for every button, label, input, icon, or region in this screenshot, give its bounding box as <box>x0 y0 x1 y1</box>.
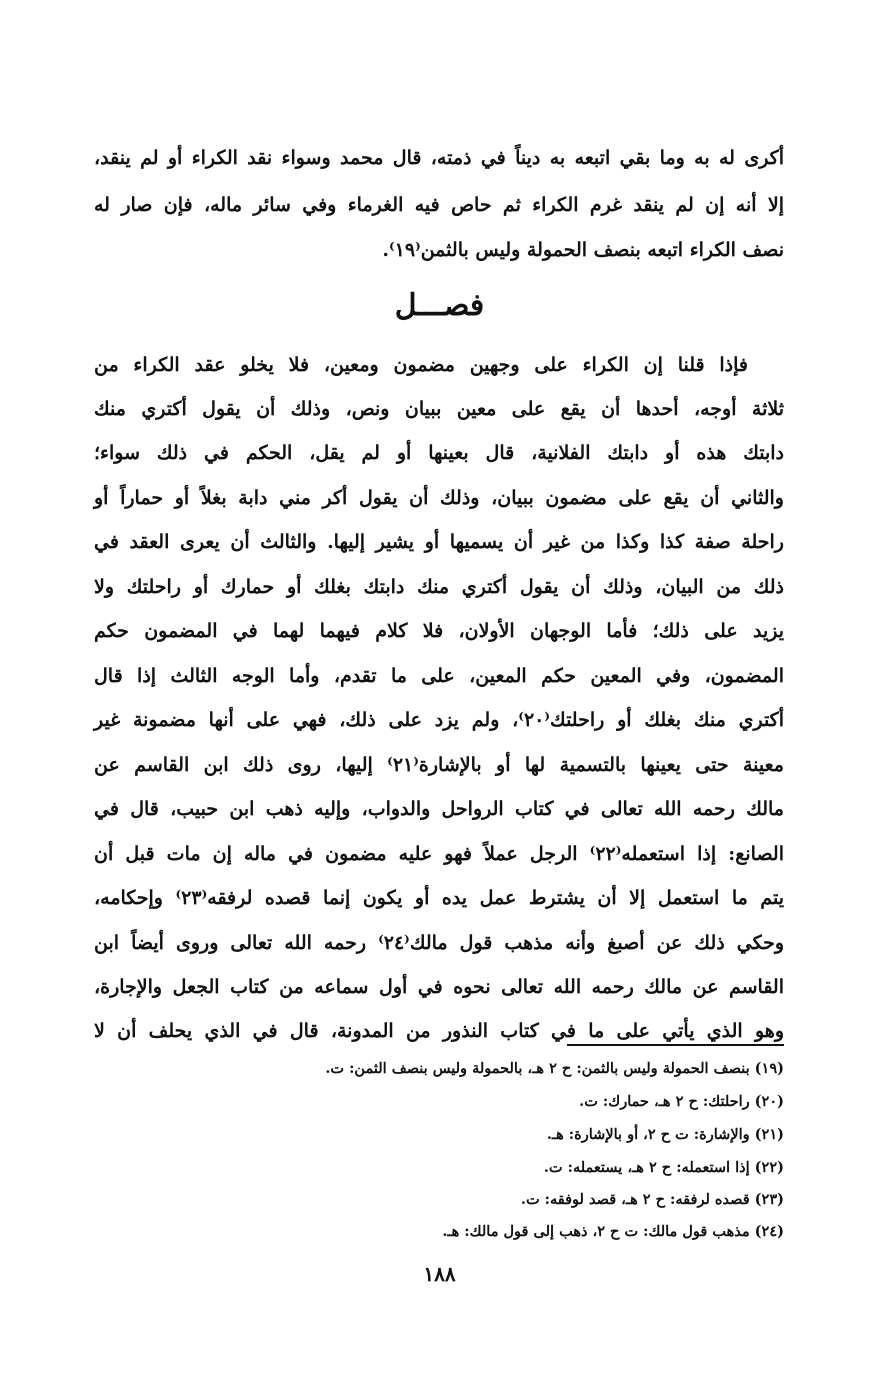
text-line: يزيد على ذلك؛ فأما الوجهان الأولان، فلا كلام فيهما لهما في المضمون حكم <box>94 620 784 642</box>
page-number: ١٨٨ <box>423 1262 456 1286</box>
text-line: أكرى له به وما بقي اتبعه به ديناً في ذمته، قال محمد وسواء نقد الكراء أو لم ينقد، <box>94 147 784 169</box>
text-line: والثاني أن يقع على مضمون ببيان، وذلك أن يقول أكر مني دابة بغلاً أو حماراً أو <box>94 487 784 509</box>
text-line: وحكي ذلك عن أصبغ وأنه مذهب قول مالك⁽٢٤⁾ رحمه الله تعالى وروى أيضاً ابن <box>94 932 784 954</box>
text-line: راحلة صفة كذا وكذا من غير أن يسميها أو يشير إليها. والثالث أن يعرى العقد في <box>94 531 784 553</box>
text-line: ذلك من البيان، وذلك أن يقول أكتري منك دابتك بغلك أو حمارك أو راحلتك ولا <box>94 576 784 598</box>
section-heading: فصـــل <box>394 288 485 323</box>
text-line: ثلاثة أوجه، أحدها أن يقع على معين ببيان ونص، وذلك أن يقول أكتري منك <box>94 398 784 420</box>
footnote: (٢١) والإشارة: ت ح ٢، أو بالإشارة: هـ. <box>546 1126 784 1143</box>
footnote-separator <box>567 1044 784 1046</box>
text-line: دابتك هذه أو دابتك الفلانية، قال بعينها أو لم يقل، الحكم في ذلك سواء؛ <box>94 442 784 464</box>
text-line: يتم ما استعمل إلا أن يشترط عمل يده أو يكون إنما قصده لرفقه⁽٢٣⁾ وإحكامه، <box>94 887 784 909</box>
text-line: القاسم عن مالك رحمه الله تعالى نحوه في أول سماعه من كتاب الجعل والإجارة، <box>94 976 784 998</box>
text-line: نصف الكراء اتبعه بنصف الحمولة وليس بالثمن⁽١٩⁾. <box>382 239 784 261</box>
footnote: (٢٠) راحلتك: ح ٢ هـ، حمارك: ت. <box>579 1093 784 1110</box>
text-line: معينة حتى يعينها بالتسمية لها أو بالإشارة⁽٢١⁾ إليها، روى ذلك ابن القاسم عن <box>94 754 784 776</box>
text-line: المضمون، وفي المعين حكم المعين، على ما تقدم، وأما الوجه الثالث إذا قال <box>94 665 784 687</box>
text-line: مالك رحمه الله تعالى في كتاب الرواحل والدواب، وإليه ذهب ابن حبيب، قال في <box>94 798 784 820</box>
footnote: (١٩) بنصف الحمولة وليس بالثمن: ح ٢ هـ، بالحمولة وليس بنصف الثمن: ت. <box>325 1060 784 1077</box>
text-line: الصانع: إذا استعمله⁽٢٢⁾ الرجل عملاً فهو عليه مضمون في ماله إن مات قبل أن <box>94 843 784 865</box>
text-line: إلا أنه إن لم ينقد غرم الكراء ثم حاص فيه الغرماء وفي سائر ماله، فإن صار له <box>94 194 784 216</box>
footnote: (٢٤) مذهب قول مالك: ت ح ٢، ذهب إلى قول مالك: هـ. <box>442 1223 784 1240</box>
text-line: أكتري منك بغلك أو راحلتك⁽٢٠⁾، ولم يزد على ذلك، فهي على أنها مضمونة غير <box>94 709 785 731</box>
footnote: (٢٣) قصده لرفقه: ح ٢ هـ، قصد لوفقه: ت. <box>520 1191 784 1208</box>
text-line: وهو الذي يأتي على ما في كتاب النذور من المدونة، قال في الذي يحلف أن لا <box>94 1020 784 1042</box>
footnote: (٢٢) إذا استعمله: ح ٢ هـ، يستعمله: ت. <box>543 1159 784 1176</box>
text-line: فإذا قلنا إن الكراء على وجهين مضمون ومعين، فلا يخلو عقد الكراء من <box>94 354 748 376</box>
